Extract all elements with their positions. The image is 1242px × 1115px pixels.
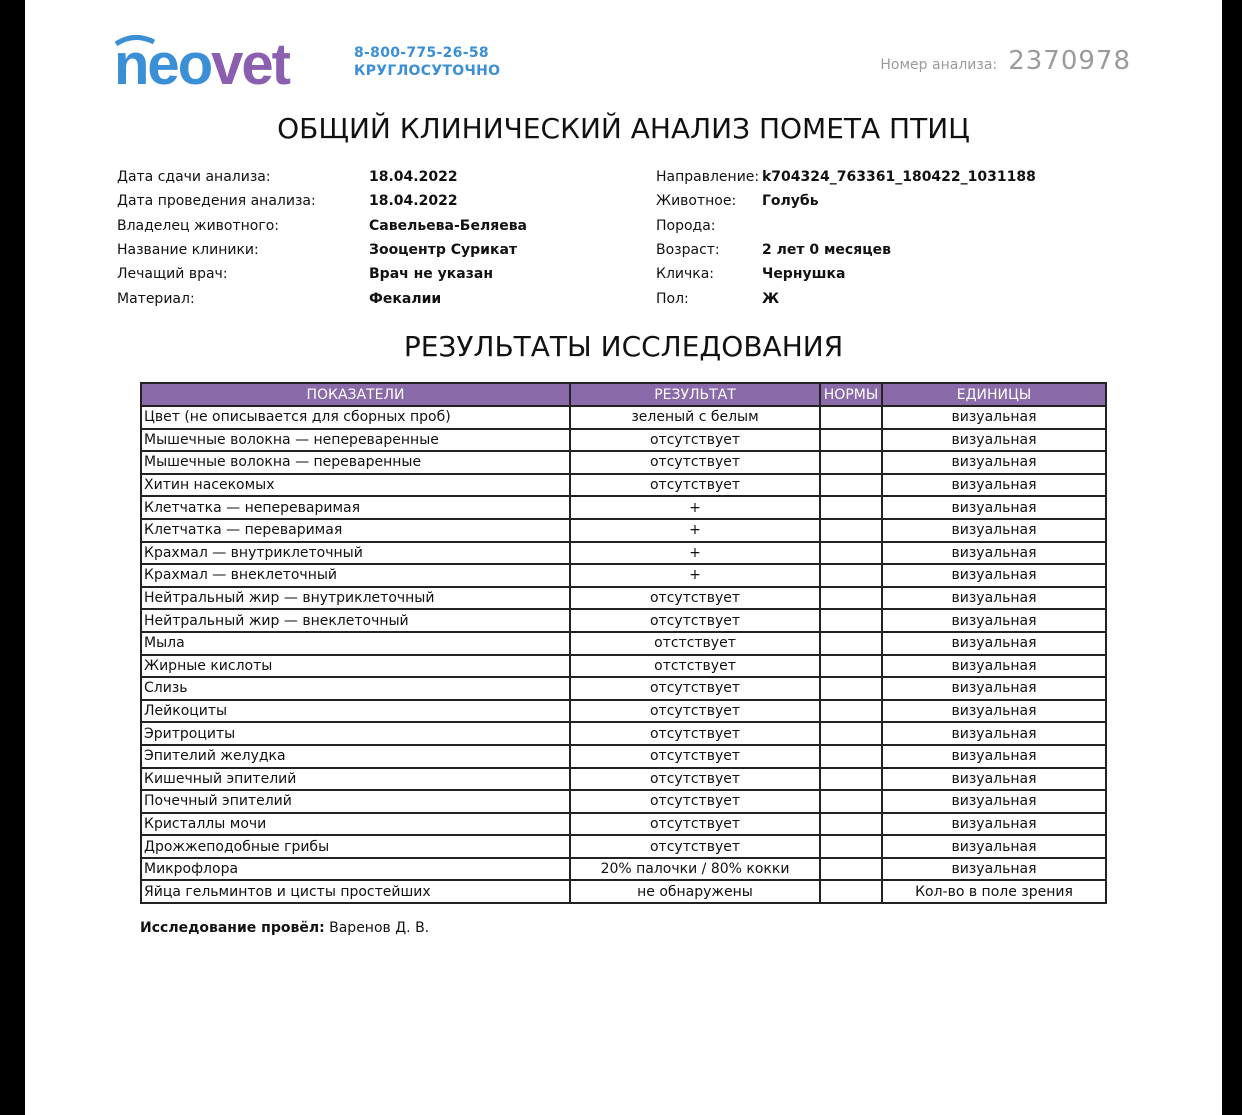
cell-result: отстствует xyxy=(570,655,820,678)
info-value: Фекалии xyxy=(369,290,442,307)
cell-norm xyxy=(820,880,882,903)
info-value: Чернушка xyxy=(762,266,846,283)
footer-name: Варенов Д. В. xyxy=(329,920,430,936)
cell-norm xyxy=(820,587,882,610)
table-row xyxy=(141,474,1106,497)
cell-result: отсутствует xyxy=(570,813,820,836)
cell-indicator: Крахмал — внутриклеточный xyxy=(141,542,570,565)
cell-result: + xyxy=(570,564,820,587)
info-value: Савельева-Беляева xyxy=(369,217,528,234)
header-result: РЕЗУЛЬТАТ xyxy=(570,383,820,406)
report-page xyxy=(25,0,1222,1115)
cell-unit: визуальная xyxy=(882,451,1106,474)
cell-indicator: Клетчатка — переваримая xyxy=(141,519,570,542)
info-label: Материал: xyxy=(117,290,195,307)
info-label: Дата проведения анализа: xyxy=(117,193,316,210)
header-indicator: ПОКАЗАТЕЛИ xyxy=(141,383,570,406)
cell-result: отстствует xyxy=(570,632,820,655)
table-row xyxy=(141,768,1106,791)
cell-unit: визуальная xyxy=(882,790,1106,813)
info-label: Лечащий врач: xyxy=(117,266,228,283)
footer-signature xyxy=(140,920,429,936)
table-row xyxy=(141,722,1106,745)
table-row xyxy=(141,519,1106,542)
cell-norm xyxy=(820,496,882,519)
table-row xyxy=(141,609,1106,632)
cell-result: отсутствует xyxy=(570,700,820,723)
cell-indicator: Кишечный эпителий xyxy=(141,768,570,791)
cell-indicator: Эпителий желудка xyxy=(141,745,570,768)
cell-unit: визуальная xyxy=(882,609,1106,632)
cell-indicator: Почечный эпителий xyxy=(141,790,570,813)
cell-norm xyxy=(820,677,882,700)
results-title: РЕЗУЛЬТАТЫ ИССЛЕДОВАНИЯ xyxy=(403,330,844,363)
svg-text:neovet: neovet xyxy=(114,32,289,92)
table-row xyxy=(141,632,1106,655)
table-row xyxy=(141,880,1106,903)
table-row xyxy=(141,790,1106,813)
cell-indicator: Слизь xyxy=(141,677,570,700)
cell-norm xyxy=(820,542,882,565)
table-row xyxy=(141,858,1106,881)
cell-indicator: Хитин насекомых xyxy=(141,474,570,497)
table-row xyxy=(141,587,1106,610)
cell-indicator: Лейкоциты xyxy=(141,700,570,723)
cell-norm xyxy=(820,813,882,836)
cell-norm xyxy=(820,655,882,678)
info-value: Голубь xyxy=(762,193,819,210)
cell-result: отсутствует xyxy=(570,429,820,452)
cell-unit: визуальная xyxy=(882,474,1106,497)
table-row xyxy=(141,406,1106,429)
cell-unit: Кол-во в поле зрения xyxy=(882,880,1106,903)
right-info-block xyxy=(656,165,1036,311)
info-value: Ж xyxy=(762,290,780,307)
table-row xyxy=(141,745,1106,768)
analysis-number xyxy=(880,46,1131,76)
cell-unit: визуальная xyxy=(882,429,1106,452)
cell-unit: визуальная xyxy=(882,655,1106,678)
cell-result: не обнаружены xyxy=(570,880,820,903)
info-value: k704324_763361_180422_1031188 xyxy=(762,169,1036,186)
info-value: 2 лет 0 месяцев xyxy=(762,242,891,259)
table-row xyxy=(141,429,1106,452)
cell-norm xyxy=(820,406,882,429)
cell-unit: визуальная xyxy=(882,542,1106,565)
info-label: Животное: xyxy=(656,193,737,210)
info-label: Владелец животного: xyxy=(117,217,280,234)
cell-unit: визуальная xyxy=(882,700,1106,723)
cell-unit: визуальная xyxy=(882,519,1106,542)
cell-indicator: Кристаллы мочи xyxy=(141,813,570,836)
analysis-number-label: Номер анализа: xyxy=(880,57,998,73)
cell-indicator: Мыла xyxy=(141,632,570,655)
cell-result: + xyxy=(570,542,820,565)
info-label: Пол: xyxy=(656,290,689,307)
table-row xyxy=(141,542,1106,565)
cell-indicator: Яйца гельминтов и цисты простейших xyxy=(141,880,570,903)
cell-norm xyxy=(820,790,882,813)
cell-result: 20% палочки / 80% кокки xyxy=(570,858,820,881)
cell-result: отсутствует xyxy=(570,768,820,791)
table-row xyxy=(141,655,1106,678)
cell-norm xyxy=(820,451,882,474)
cell-indicator: Эритроциты xyxy=(141,722,570,745)
cell-indicator: Дрожжеподобные грибы xyxy=(141,835,570,858)
header-norms: НОРМЫ xyxy=(820,383,882,406)
cell-unit: визуальная xyxy=(882,496,1106,519)
cell-result: отсутствует xyxy=(570,722,820,745)
cell-result: отсутствует xyxy=(570,587,820,610)
cell-norm xyxy=(820,858,882,881)
cell-unit: визуальная xyxy=(882,632,1106,655)
cell-norm xyxy=(820,519,882,542)
table-row xyxy=(141,451,1106,474)
cell-result: отсутствует xyxy=(570,835,820,858)
info-label: Название клиники: xyxy=(117,242,259,259)
cell-result: отсутствует xyxy=(570,790,820,813)
cell-result: отсутствует xyxy=(570,451,820,474)
cell-result: + xyxy=(570,496,820,519)
cell-indicator: Нейтральный жир — внеклеточный xyxy=(141,609,570,632)
cell-norm xyxy=(820,429,882,452)
page-title: ОБЩИЙ КЛИНИЧЕСКИЙ АНАЛИЗ ПОМЕТА ПТИЦ xyxy=(277,112,970,145)
cell-indicator: Крахмал — внеклеточный xyxy=(141,564,570,587)
contact-block xyxy=(354,44,500,80)
table-row xyxy=(141,677,1106,700)
header-units: ЕДИНИЦЫ xyxy=(882,383,1106,406)
cell-norm xyxy=(820,474,882,497)
cell-result: отсутствует xyxy=(570,745,820,768)
info-value: 18.04.2022 xyxy=(369,169,458,186)
results-table xyxy=(140,382,1107,904)
info-label: Дата сдачи анализа: xyxy=(117,169,271,186)
hours-label: КРУГЛОСУТОЧНО xyxy=(354,63,501,79)
info-value: Врач не указан xyxy=(369,266,493,283)
cell-indicator: Мышечные волокна — непереваренные xyxy=(141,429,570,452)
cell-unit: визуальная xyxy=(882,722,1106,745)
cell-result: отсутствует xyxy=(570,474,820,497)
cell-unit: визуальная xyxy=(882,745,1106,768)
table-row xyxy=(141,564,1106,587)
cell-indicator: Микрофлора xyxy=(141,858,570,881)
info-label: Возраст: xyxy=(656,242,720,259)
info-value: Зооцентр Сурикат xyxy=(369,242,518,259)
cell-norm xyxy=(820,609,882,632)
cell-indicator: Мышечные волокна — переваренные xyxy=(141,451,570,474)
table-row xyxy=(141,700,1106,723)
cell-indicator: Нейтральный жир — внутриклеточный xyxy=(141,587,570,610)
cell-unit: визуальная xyxy=(882,835,1106,858)
cell-indicator: Цвет (не описывается для сборных проб) xyxy=(141,406,570,429)
cell-result: + xyxy=(570,519,820,542)
info-label: Порода: xyxy=(656,217,716,234)
cell-norm xyxy=(820,632,882,655)
cell-unit: визуальная xyxy=(882,587,1106,610)
cell-result: зеленый с белым xyxy=(570,406,820,429)
cell-unit: визуальная xyxy=(882,813,1106,836)
cell-norm xyxy=(820,722,882,745)
left-info-block xyxy=(117,165,527,311)
footer-label: Исследование провёл: xyxy=(140,920,325,936)
analysis-number-value: 2370978 xyxy=(1008,46,1131,76)
table-row xyxy=(141,835,1106,858)
cell-result: отсутствует xyxy=(570,677,820,700)
neovet-logo xyxy=(114,30,329,92)
cell-norm xyxy=(820,700,882,723)
cell-unit: визуальная xyxy=(882,858,1106,881)
cell-unit: визуальная xyxy=(882,677,1106,700)
cell-result: отсутствует xyxy=(570,609,820,632)
cell-norm xyxy=(820,564,882,587)
cell-indicator: Жирные кислоты xyxy=(141,655,570,678)
cell-indicator: Клетчатка — непереваримая xyxy=(141,496,570,519)
info-value: 18.04.2022 xyxy=(369,193,458,210)
table-header-row xyxy=(141,383,1106,406)
info-label: Направление: xyxy=(656,169,760,186)
cell-norm xyxy=(820,768,882,791)
cell-unit: визуальная xyxy=(882,564,1106,587)
cell-norm xyxy=(820,835,882,858)
cell-unit: визуальная xyxy=(882,768,1106,791)
cell-unit: визуальная xyxy=(882,406,1106,429)
phone-number[interactable]: 8-800-775-26-58 xyxy=(354,45,489,61)
table-row xyxy=(141,496,1106,519)
cell-norm xyxy=(820,745,882,768)
info-label: Кличка: xyxy=(656,266,715,283)
table-row xyxy=(141,813,1106,836)
